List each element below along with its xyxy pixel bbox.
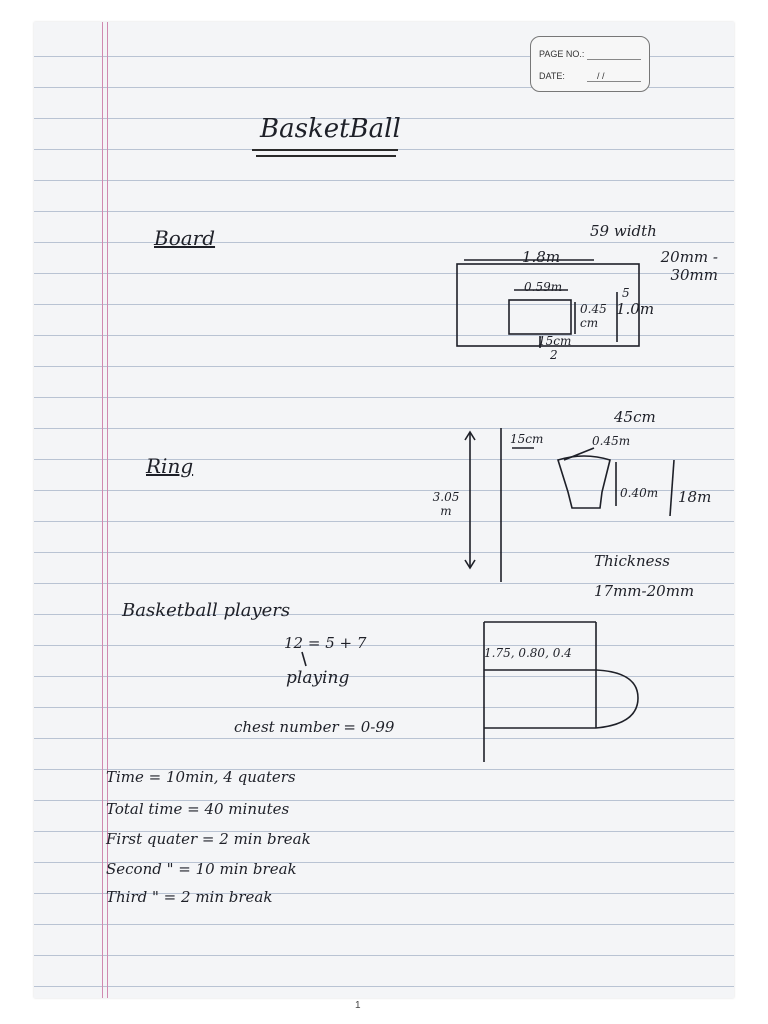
page-number: 1	[355, 1000, 361, 1011]
ring-height: 3.05 m	[432, 490, 460, 518]
ring-diameter-cm: 45cm	[614, 408, 656, 426]
board-inner-square	[509, 300, 571, 334]
ring-net-length: 0.40m	[620, 486, 659, 500]
board-inner-height: 0.45 cm	[580, 302, 607, 330]
players-count: 12 = 5 + 7	[284, 634, 367, 652]
ring-heading: Ring	[146, 454, 194, 478]
court-dimensions: 1.75, 0.80, 0.4	[484, 646, 572, 660]
date-label: DATE:	[539, 71, 565, 81]
board-height: 1.0m	[616, 300, 655, 318]
players-playing: playing	[286, 668, 350, 688]
board-gap: 15cm	[538, 334, 572, 348]
board-width-note: 59 width	[590, 222, 657, 240]
board-width: 1.8m	[522, 248, 561, 266]
page-title: BasketBall	[260, 114, 401, 144]
ring-thickness-label: Thickness	[594, 552, 670, 570]
notebook-page	[34, 22, 734, 998]
ring-thickness-value: 17mm-20mm	[594, 582, 695, 600]
board-gap-alt: 2	[550, 348, 558, 362]
ring-side-note: 18m	[678, 488, 712, 506]
time-line-2: Total time = 40 minutes	[106, 800, 290, 818]
time-line-1: Time = 10min, 4 quaters	[106, 768, 296, 786]
hand-drawn-sketches	[34, 22, 734, 998]
board-thickness-range: 20mm - 30mm	[660, 248, 718, 284]
date-value: / /	[597, 71, 605, 81]
board-inner-width: 0.59m	[524, 280, 563, 294]
ring-diameter-m: 0.45m	[592, 434, 631, 448]
ring-offset: 15cm	[510, 432, 544, 446]
time-line-4: Second " = 10 min break	[106, 860, 297, 878]
ring-basket	[558, 456, 610, 508]
board-heading: Board	[154, 226, 216, 250]
board-height-alt: 5	[622, 286, 630, 300]
page-no-label: PAGE NO.:	[539, 49, 585, 59]
chest-number: chest number = 0-99	[234, 718, 395, 736]
time-line-5: Third " = 2 min break	[106, 888, 273, 906]
court-arc	[596, 670, 638, 728]
players-heading: Basketball players	[122, 600, 291, 621]
time-line-3: First quater = 2 min break	[106, 830, 311, 848]
